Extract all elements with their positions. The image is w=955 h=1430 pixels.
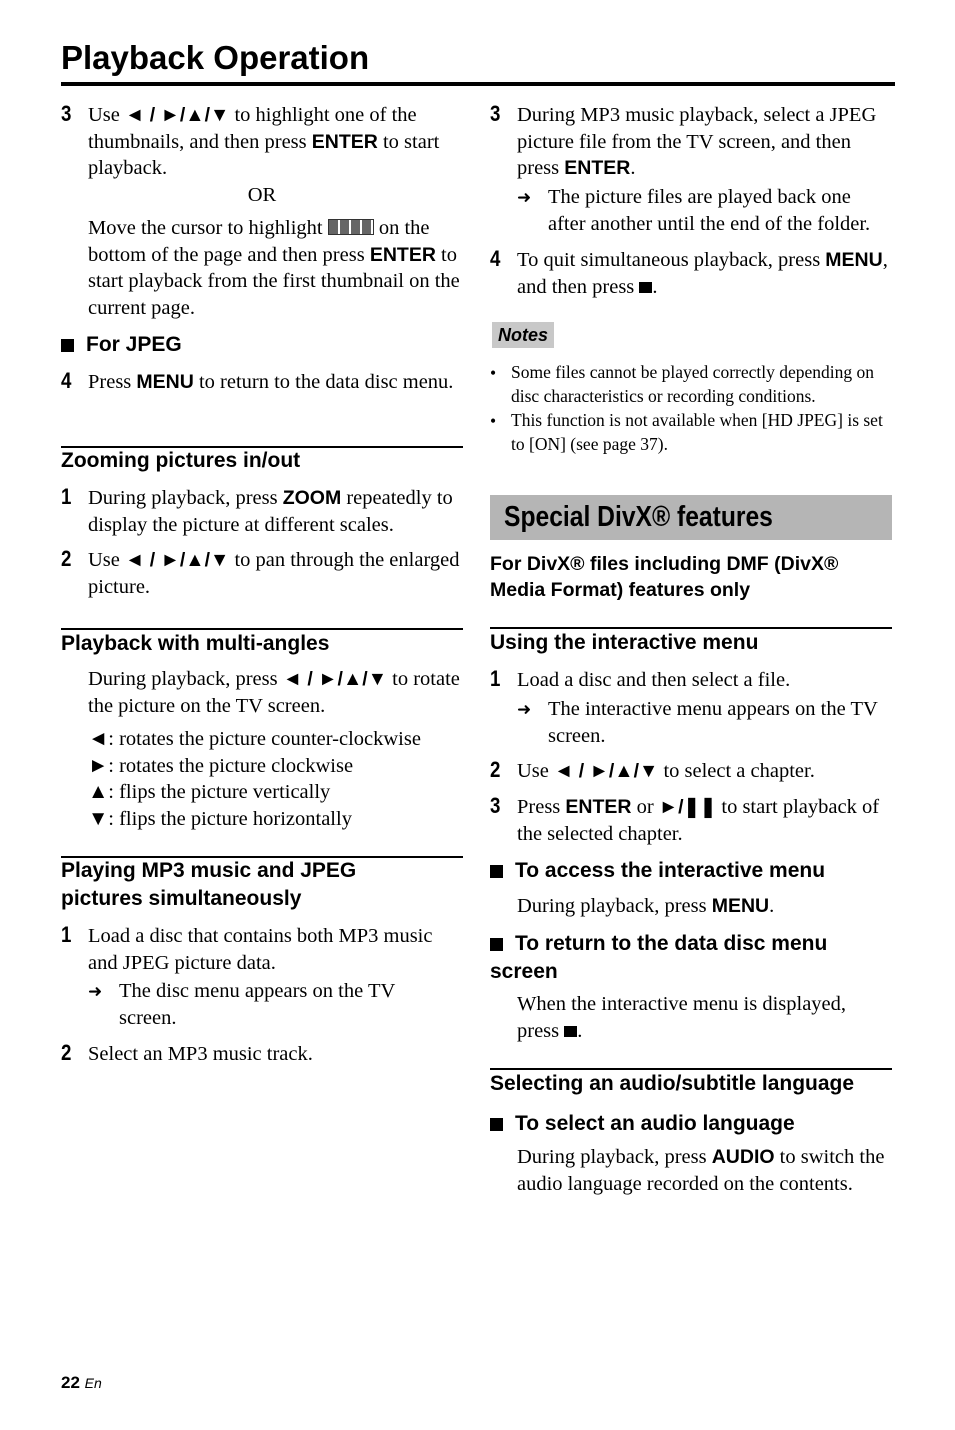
step-number: 1 [61, 922, 72, 947]
divx-subheading: For DivX® files including DMF (DivX® Media Format) features only [490, 553, 839, 601]
step-text [88, 547, 463, 600]
text-segment: During playback, press [88, 668, 283, 690]
text-segment: . [652, 275, 658, 298]
step-result [548, 184, 893, 237]
stop-icon [639, 282, 652, 293]
step-text [88, 1041, 463, 1068]
text-segment: The disc menu appears on the TV screen. [119, 980, 395, 1029]
text-segment: to select a chapter. [658, 760, 815, 782]
section-heading: Using the interactive menu [490, 631, 759, 654]
step-text [517, 758, 892, 785]
square-bullet-icon [61, 339, 74, 352]
list-item: ▲: flips the picture vertically [88, 781, 331, 803]
text-segment: to pan through the enlarged picture. [88, 549, 460, 598]
button-name: MENU [825, 249, 883, 271]
text-segment: . [769, 895, 775, 917]
button-name: AUDIO [711, 1146, 775, 1168]
paragraph [88, 666, 463, 719]
text-segment: or [631, 796, 659, 818]
text-segment: Select an MP3 music track. [88, 1043, 313, 1065]
bullet-icon: • [490, 411, 497, 431]
text-segment: Use [88, 104, 126, 126]
step-text [88, 369, 463, 396]
text-segment: Use [88, 549, 126, 571]
square-bullet-icon [490, 1118, 503, 1131]
button-name: MENU [136, 371, 194, 393]
or-text: OR [247, 184, 277, 206]
text-segment: , and then press [517, 249, 888, 298]
text-segment: to switch the audio language recorded on the contents. [517, 1146, 885, 1195]
step-text [88, 923, 463, 976]
paragraph [517, 991, 892, 1044]
text-segment: During MP3 music playback, select a JPEG picture file from the TV screen, and then press [517, 104, 877, 179]
bullet-icon: • [490, 363, 497, 383]
subheading-access: To access the interactive menu [490, 857, 825, 885]
step-number: 2 [61, 546, 72, 571]
button-name: ENTER [369, 243, 436, 266]
step-number: 3 [61, 101, 72, 126]
text-segment: to return to the data disc menu. [193, 371, 454, 393]
paragraph [517, 893, 892, 920]
step-text [88, 102, 463, 182]
text-segment: to start playback. [88, 130, 440, 179]
text-segment: to rotate the picture on the TV screen. [88, 668, 460, 717]
text-segment: to start playback of the selected chapter. [517, 796, 880, 845]
paragraph [517, 1144, 892, 1197]
step-number: 4 [61, 368, 72, 393]
step-number: 2 [61, 1040, 72, 1065]
text-segment: . [577, 1019, 583, 1042]
step-number: 4 [490, 246, 501, 271]
text-segment: Press [517, 796, 566, 818]
step-number: 3 [490, 101, 501, 126]
button-name: ENTER [564, 157, 631, 179]
step-text [517, 667, 892, 694]
section-heading: Playback with multi-angles [61, 632, 330, 655]
step-text [88, 485, 463, 538]
button-name: ◄ / ►/▲/▼ [125, 549, 230, 571]
text-segment: During playback, press [517, 895, 712, 917]
text-segment: on the bottom of the page and then press [88, 217, 430, 266]
text-segment: During playback, press [517, 1146, 712, 1168]
text-segment: to start playback from the first thumbnail on the current page. [88, 243, 460, 319]
text-segment: Load a disc and then select a file. [517, 669, 791, 691]
subheading-jpeg: For JPEG [61, 331, 182, 359]
list-item: ▼: flips the picture horizontally [88, 807, 352, 830]
subheading-audio: To select an audio language [490, 1110, 795, 1138]
button-name: ◄ / ►/▲/▼ [125, 104, 230, 126]
step-number: 2 [490, 757, 501, 782]
text-segment: . [630, 157, 636, 179]
section-heading: Selecting an audio/subtitle language [490, 1072, 855, 1095]
note-item: This function is not available when [HD JPEG] is set to [ON] (see page 37). [511, 410, 883, 454]
stop-icon [564, 1026, 577, 1037]
list-item: ◄: rotates the picture counter-clockwise [88, 728, 421, 750]
button-name: ENTER [311, 130, 378, 153]
button-name: MENU [711, 895, 770, 917]
section-heading: Playing MP3 music and JPEG pictures simultaneously [61, 859, 357, 910]
text-segment: Move the cursor to highlight [88, 217, 328, 239]
language-code: En [84, 1375, 102, 1391]
step-result [119, 978, 439, 1031]
step-alt-text [88, 215, 463, 321]
step-number: 1 [61, 484, 72, 509]
thumbnail-icon [328, 219, 374, 235]
list-item: ►: rotates the picture clockwise [88, 754, 354, 777]
text-segment: When the interactive menu is displayed, press [517, 993, 847, 1042]
page-number: 22 [61, 1373, 80, 1392]
note-item: Some files cannot be played correctly depending on disc characteristics or recording conditions. [511, 362, 875, 406]
button-name: ENTER [565, 796, 632, 818]
button-name: ◄ / ►/▲/▼ [282, 668, 387, 690]
text-segment: Press [88, 371, 137, 393]
text-segment: to highlight one of the thumbnails, and then press [88, 104, 417, 153]
section-heading: Zooming pictures in/out [61, 449, 301, 472]
text-segment: The picture files are played back one after another until the end of the folder. [548, 186, 871, 235]
step-text [517, 102, 892, 182]
rotation-list [88, 726, 463, 832]
text-segment: Use [517, 760, 555, 782]
square-bullet-icon [490, 865, 503, 878]
title-divider [61, 82, 895, 86]
page-footer [61, 1370, 102, 1397]
arrow-icon: ➜ [88, 982, 103, 1002]
arrow-icon: ➜ [517, 700, 532, 720]
step-text [517, 794, 892, 847]
step-number: 1 [490, 666, 501, 691]
square-bullet-icon [490, 938, 503, 951]
step-number: 3 [490, 793, 501, 818]
notes-label: Notes [492, 322, 554, 348]
text-segment: Load a disc that contains both MP3 music and JPEG picture data. [88, 925, 433, 974]
button-name: ◄ / ►/▲/▼ [554, 760, 659, 782]
step-result [548, 696, 878, 749]
text-segment: The interactive menu appears on the TV screen. [548, 698, 878, 747]
text-segment: To quit simultaneous playback, press [517, 249, 826, 271]
page-title: Playback Operation [61, 39, 370, 76]
button-name: ►/❚❚ [658, 796, 717, 818]
text-segment: During playback, press [88, 487, 283, 509]
button-name: ZOOM [282, 487, 342, 509]
text-segment: repeatedly to display the picture at different scales. [88, 487, 453, 536]
subheading-return: To return to the data disc menu screen [490, 932, 828, 983]
banner-heading: Special DivX® features [504, 501, 773, 533]
step-text [517, 247, 892, 300]
arrow-icon: ➜ [517, 188, 532, 208]
